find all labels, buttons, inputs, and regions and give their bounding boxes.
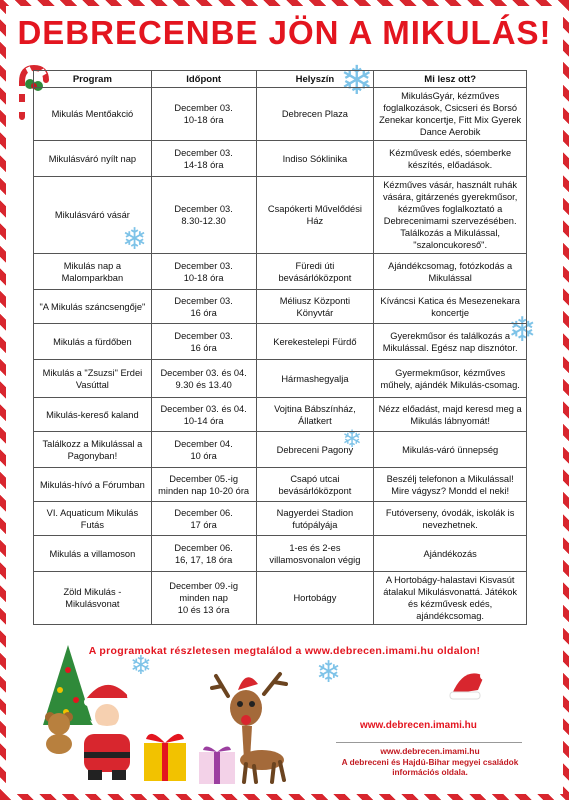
brand-description: A debreceni és Hajdú-Bihar megyei családok információs oldala. xyxy=(341,757,519,777)
details-cell: Ajándékozás xyxy=(374,536,527,572)
location-cell: Hármashegyalja xyxy=(256,360,374,398)
time-cell: December 03. 10-18 óra xyxy=(151,254,256,290)
snowflake-icon: ❄ xyxy=(130,650,152,680)
page-title: DEBRECENBE JÖN A MIKULÁS! xyxy=(17,14,552,51)
time-cell: December 03. 8.30-12.30 xyxy=(151,177,256,254)
table-row xyxy=(34,88,527,141)
location-cell: Csapó utcai bevásárlóközpont xyxy=(256,468,374,502)
location-cell: Debreceni Pagony xyxy=(256,432,374,468)
program-cell: VI. Aquaticum Mikulás Futás xyxy=(34,502,152,536)
location-cell: Hortobágy xyxy=(256,572,374,625)
snowflake-icon: ❄ xyxy=(340,59,374,103)
details-cell: Kíváncsi Katica és Mesezenekara koncertje xyxy=(374,290,527,324)
brand-logo: www.debrecen.imami.hu xyxy=(360,720,477,731)
table-row xyxy=(34,254,527,290)
table-header-row xyxy=(34,71,527,88)
santa-claus-illustration xyxy=(70,672,142,784)
details-cell: MikulásGyár, kézműves foglalkozások, Csicseri és Borsó Zenekar koncertje, Fitt Mix Gyerek Dance Aerobik xyxy=(374,88,527,141)
santa-hat-icon xyxy=(448,664,488,704)
details-cell: Gyermekműsor, kézműves műhely, ajándék Mikulás-csomag. xyxy=(374,360,527,398)
time-cell: December 03. 16 óra xyxy=(151,324,256,360)
snowflake-icon: ❄ xyxy=(122,223,148,256)
program-cell: Mikulás nap a Malomparkban xyxy=(34,254,152,290)
details-cell: Beszélj telefonon a Mikulással! Mire vágysz? Mondd el neki! xyxy=(374,468,527,502)
program-cell: Zöld Mikulás - Mikulásvonat xyxy=(34,572,152,625)
reindeer-illustration xyxy=(208,668,296,786)
location-cell: Füredi úti bevásárlóközpont xyxy=(256,254,374,290)
location-cell: 1-es és 2-es villamosvonalon végig xyxy=(256,536,374,572)
table-row xyxy=(34,572,527,625)
program-cell: Mikulás-kereső kaland xyxy=(34,398,152,432)
table-row xyxy=(34,432,527,468)
table-row xyxy=(34,468,527,502)
snowflake-icon: ❄ xyxy=(316,656,342,689)
column-header: Időpont xyxy=(151,71,256,88)
location-cell: Indiso Sóklinika xyxy=(256,141,374,177)
table-row xyxy=(34,360,527,398)
table-row xyxy=(34,536,527,572)
program-cell: Mikulásváró vásár xyxy=(34,177,152,254)
program-cell: Mikulásváró nyílt nap xyxy=(34,141,152,177)
details-cell: Nézz előadást, majd keresd meg a Mikulás lábnyomát! xyxy=(374,398,527,432)
divider xyxy=(336,742,522,743)
time-cell: December 09.-ig minden nap 10 és 13 óra xyxy=(151,572,256,625)
location-cell: Méliusz Központi Könyvtár xyxy=(256,290,374,324)
details-cell: Futóverseny, óvodák, iskolák is nevezhetnek. xyxy=(374,502,527,536)
column-header: Helyszín xyxy=(256,71,374,88)
time-cell: December 06. 16, 17, 18 óra xyxy=(151,536,256,572)
location-cell: Csapókerti Művelődési Ház xyxy=(256,177,374,254)
brand-url: www.debrecen.imami.hu xyxy=(380,746,480,756)
time-cell: December 03. 16 óra xyxy=(151,290,256,324)
time-cell: December 06. 17 óra xyxy=(151,502,256,536)
location-cell: Kerekestelepi Fürdő xyxy=(256,324,374,360)
table-row xyxy=(34,290,527,324)
details-cell: Ajándékcsomag, fotózkodás a Mikulással xyxy=(374,254,527,290)
time-cell: December 03. és 04. 9.30 és 13.40 xyxy=(151,360,256,398)
details-cell: Kézműves vásár, használt ruhák vására, gitárzenés gyerekműsor, kézműves foglalkoztató a Debrecenimami szervezésében. Találkozás a Mikulással, "szaloncukoreső". xyxy=(374,177,527,254)
snowflake-icon: ❄ xyxy=(342,426,363,453)
time-cell: December 05.-ig minden nap 10-20 óra xyxy=(151,468,256,502)
time-cell: December 03. és 04. 10-14 óra xyxy=(151,398,256,432)
details-cell: A Hortobágy-halastavi Kisvasút átalakul Mikulásvonattá. Játékok és kézművesk edés, ajándékcsomag. xyxy=(374,572,527,625)
footer-text: A programokat részletesen megtalálod a www.debrecen.imami.hu oldalon! xyxy=(88,645,481,657)
location-cell: Vojtina Bábszínház, Állatkert xyxy=(256,398,374,432)
snowflake-icon: ❄ xyxy=(508,311,537,349)
table-row xyxy=(34,502,527,536)
table-row xyxy=(34,398,527,432)
time-cell: December 03. 10-18 óra xyxy=(151,88,256,141)
table-row xyxy=(34,141,527,177)
teddy-bear-illustration xyxy=(42,710,76,754)
column-header: Mi lesz ott? xyxy=(374,71,527,88)
program-cell: Mikulás a "Zsuzsi" Erdei Vasúttal xyxy=(34,360,152,398)
program-cell: "A Mikulás száncsengője" xyxy=(34,290,152,324)
table-row xyxy=(34,324,527,360)
program-cell: Találkozz a Mikulással a Pagonyban! xyxy=(34,432,152,468)
time-cell: December 04. 10 óra xyxy=(151,432,256,468)
column-header: Program xyxy=(34,71,152,88)
program-cell: Mikulás a fürdőben xyxy=(34,324,152,360)
table-row xyxy=(34,177,527,254)
time-cell: December 03. 14-18 óra xyxy=(151,141,256,177)
details-cell: Mikulás-váró ünnepség xyxy=(374,432,527,468)
location-cell: Nagyerdei Stadion futópályája xyxy=(256,502,374,536)
details-cell: Kézművesk edés, sóemberke készítés, előadások. xyxy=(374,141,527,177)
program-cell: Mikulás-hívó a Fórumban xyxy=(34,468,152,502)
gift-box-icon xyxy=(140,725,190,785)
program-cell: Mikulás a villamoson xyxy=(34,536,152,572)
location-cell: Debrecen Plaza xyxy=(256,88,374,141)
program-table xyxy=(33,70,527,625)
details-cell: Gyerekműsor és találkozás a Mikulással. Egész nap disznótor. xyxy=(374,324,527,360)
program-cell: Mikulás Mentőakció xyxy=(34,88,152,141)
